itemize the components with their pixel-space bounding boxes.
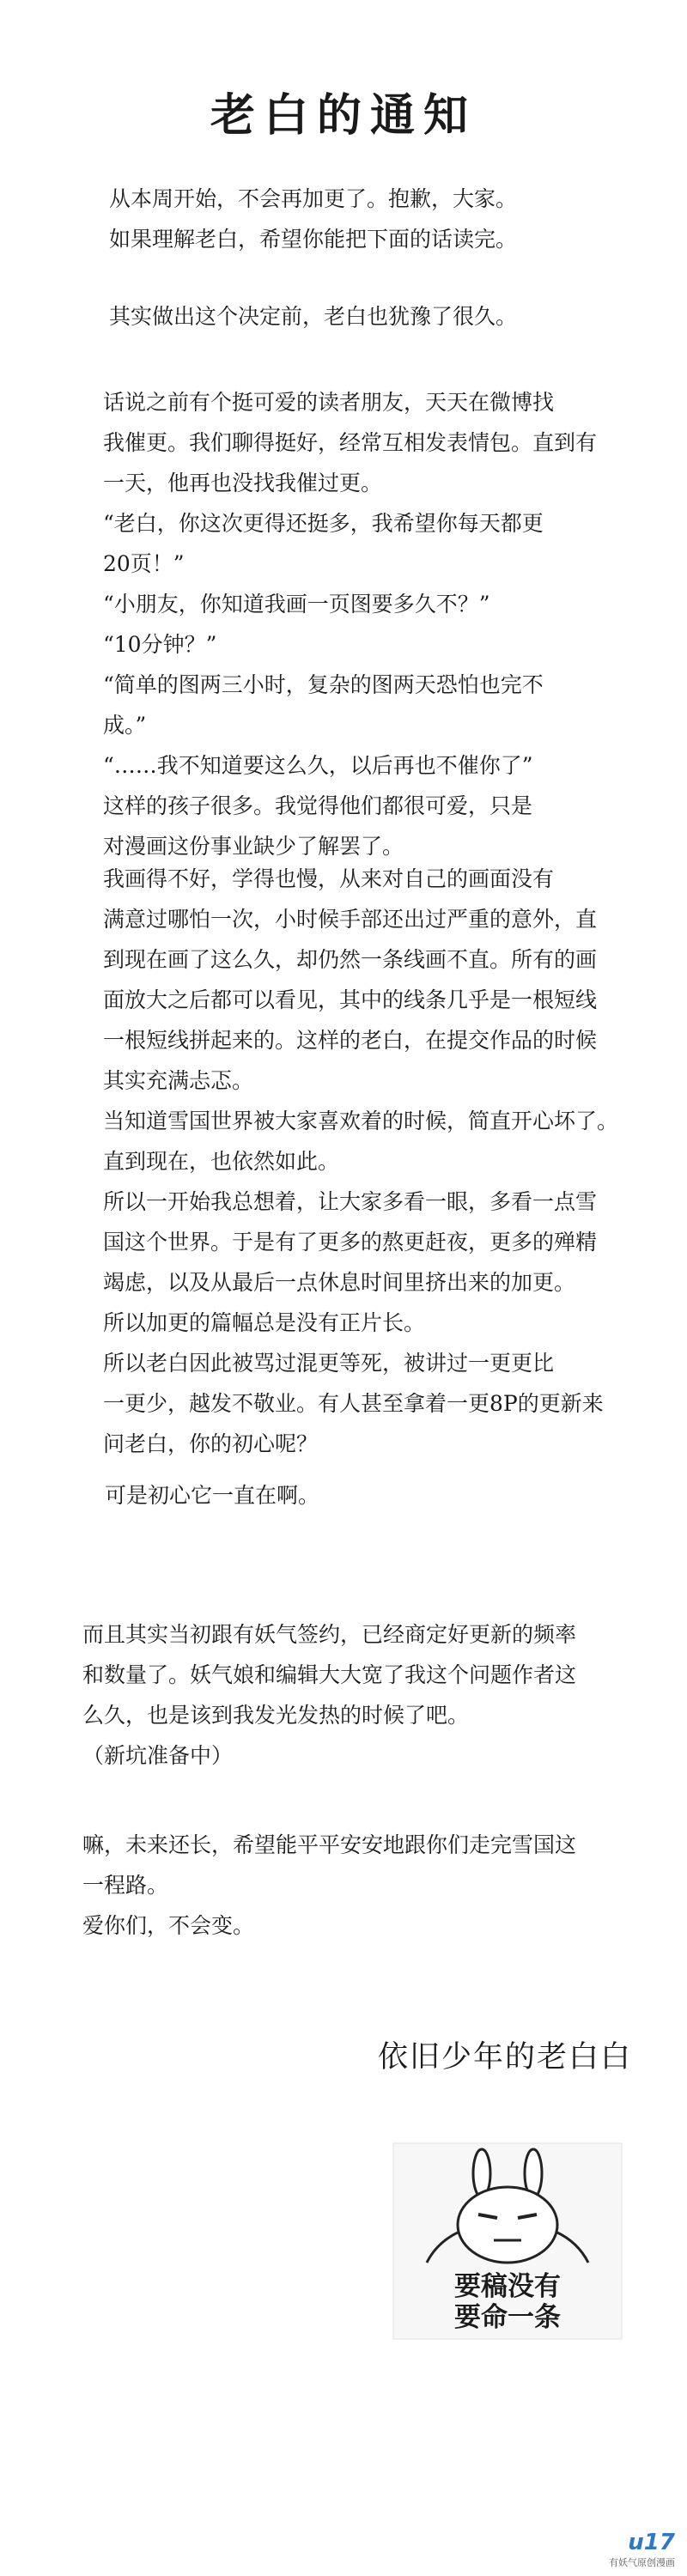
paragraph-reader-story: 话说之前有个挺可爱的读者朋友，天天在微博找 我催更。我们聊得挺好，经常互相发表情包。直到有 一天，他再也没找我催过更。 “老白，你这次更得还挺多，我希望你每天都更 20页！” “小朋友，你知道我画一页图要多久不？” “10分钟？” “简单的图两三小时，复杂的图两天恐怕也完不 成。” “……我不知道要这么久，以后再也不催你了” 这样的孩子很多。我觉得他们都很可爱，只是 对漫画这份事业缺少了解罢了。 (103, 390, 598, 859)
site-watermark (581, 2530, 675, 2569)
paragraph-closing: 嘛，未来还长，希望能平平安安地跟你们走完雪国这 一程路。 爱你们，不会变。 (82, 1832, 577, 1938)
sticker-caption: 要稿没有 要命一条 (454, 2271, 561, 2333)
paragraph-opening: 从本周开始，不会再加更了。抱歉，大家。 如果理解老白，希望你能把下面的话读完。 (109, 186, 518, 252)
page-title: 老白的通知 (210, 89, 477, 142)
u17-logo: u17 (628, 2530, 675, 2555)
paragraph-drawing-struggle: 我画得不好，学得也慢，从来对自己的画面没有 满意过哪怕一次，小时候手部还出过严重的意外，直 到现在画了这么久，却仍然一条线画不直。所有的画 面放大之后都可以看见，其中的线条几乎是一根短线 一根短线拼起来的。这样的老白，在提交作品的时候 其实充满忐忑。 当知道雪国世界被大家喜欢着的时候，简直开心坏了。 直到现在，也依然如此。 所以一开始我总想着，让大家多看一眼，多看一点雪 国这个世界。于是有了更多的熬更赶夜，更多的殚精 竭虑，以及从最后一点休息时间里挤出来的加更。 所以加更的篇幅总是没有正片长。 所以老白因此被骂过混更等死，被讲过一更更比 一更少，越发不敬业。有人甚至拿着一更8P的更新来 问老白，你的初心呢？ (103, 866, 619, 1456)
watermark-text: 有妖气原创漫画 (609, 2557, 675, 2568)
paragraph-hesitation: 其实做出这个决定前，老白也犹豫了很久。 (109, 304, 518, 329)
paragraph-original-intention: 可是初心它一直在啊。 (105, 1483, 320, 1508)
meme-sticker (392, 2142, 623, 2340)
paragraph-contract: 而且其实当初跟有妖气签约，已经商定好更新的频率 和数量了。妖气娘和编辑大大宽了我这个问题作者这 么久，也是该到我发光发热的时候了吧。 （新坑准备中） (82, 1622, 577, 1768)
signature: 依旧少年的老白白 (378, 2040, 633, 2075)
